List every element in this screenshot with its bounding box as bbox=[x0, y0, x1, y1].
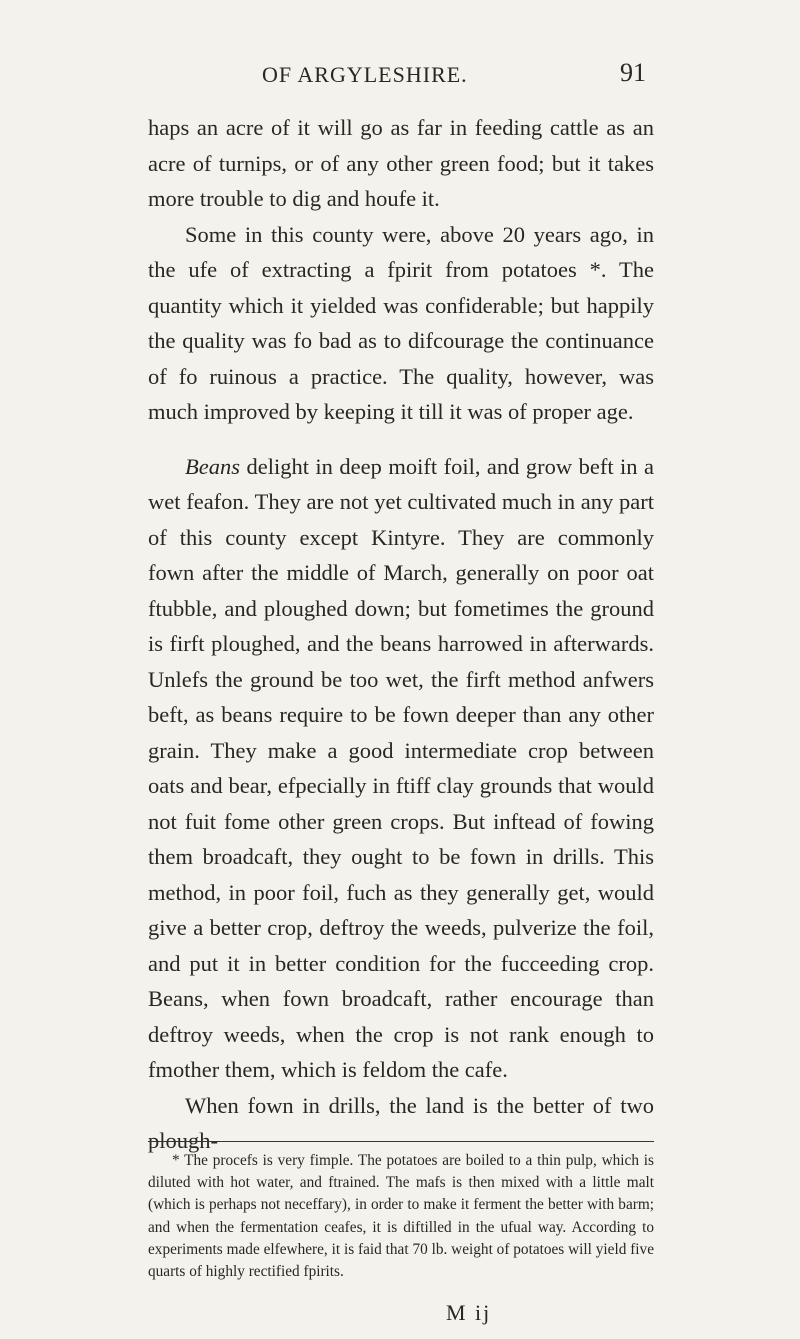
footnote-text: * The procefs is very fimple. The potatoes are boiled to a thin pulp, which is diluted with hot water, and ftrained. The mafs is then mixed with a little malt (which is perhaps not neceffary), in order to make it ferment the better with barm; and when the fermentation ceafes, it is diftilled in the ufual way. According to experiments made elfewhere, it is faid that 70 lb. weight of potatoes will yield five quarts of highly rectified fpirits. bbox=[148, 1152, 654, 1281]
body-text bbox=[148, 110, 654, 1159]
footnote bbox=[148, 1150, 654, 1283]
paragraph-continuation: haps an acre of it will go as far in feeding cattle as an acre of turnips, or of any other green food; but it takes more trouble to dig and houfe it. bbox=[148, 115, 654, 211]
paragraph-beans-text: delight in deep moift foil, and grow beft in a wet feafon. They are not yet cultivated much in any part of this county except Kintyre. They are commonly fown after the middle of March, generally on poor oat ftubble, and ploughed down; but fometimes the ground is firft ploughed, and the beans harrowed in afterwards. Unlefs the ground be too wet, the firft method anfwers beft, as beans require to be fown deeper than any other grain. They make a good intermediate crop between oats and bear, efpecially in ftiff clay grounds that would not fuit fome other green crops. But inftead of fowing them broadcaft, they ought to be fown in drills. This method, in poor foil, fuch as they generally get, would give a better crop, deftroy the weeds, pulverize the foil, and put it in better condition for the fucceeding crop. Beans, when fown broadcaft, rather encourage than deftroy weeds, when the crop is not rank enough to fmother them, which is feldom the cafe. bbox=[148, 453, 654, 1082]
paragraph-beans bbox=[148, 449, 654, 1088]
section-lead-beans: Beans bbox=[185, 453, 240, 479]
paragraph-gap bbox=[148, 430, 654, 449]
paragraph-potato-spirit: Some in this county were, above 20 years ago, in the ufe of extracting a fpirit from potatoes *. The quantity which it yielded was confiderable; but happily the quality was fo bad as to difcourage the continuance of fo ruinous a practice. The quality, however, was much improved by keeping it till it was of proper age. bbox=[148, 221, 654, 424]
signature-mark: M ij bbox=[446, 1300, 492, 1325]
paragraph-drills: When fown in drills, the land is the better of two plough- bbox=[148, 1092, 654, 1153]
running-head bbox=[0, 58, 800, 92]
running-title: OF ARGYLESHIRE. bbox=[262, 62, 468, 87]
page-number: 91 bbox=[620, 58, 646, 87]
footnote-rule bbox=[148, 1141, 654, 1142]
